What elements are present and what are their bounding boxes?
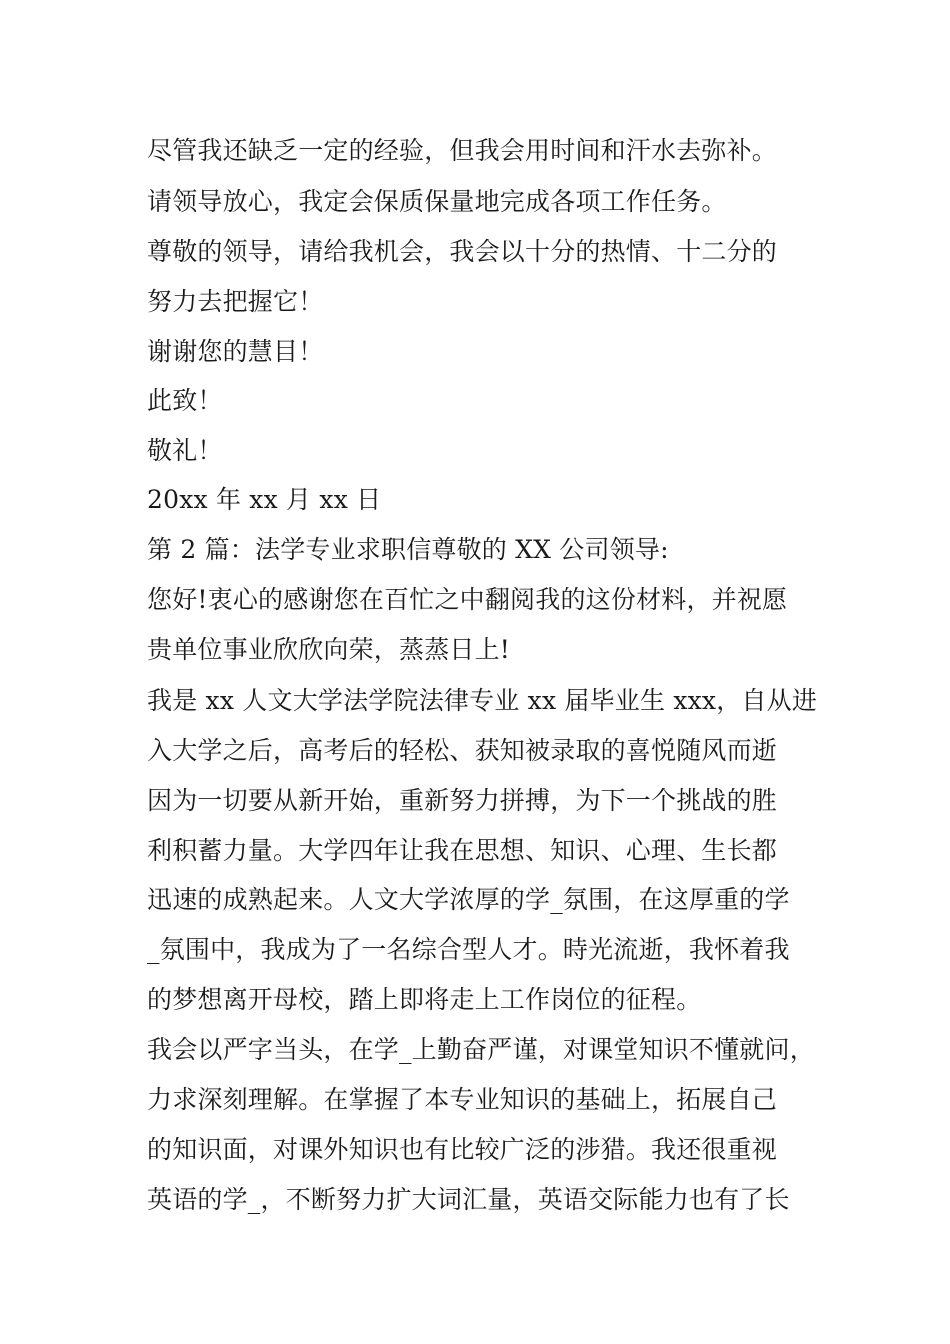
text-line: 请领导放心，我定会保质保量地完成各项工作任务。 — [147, 187, 727, 216]
text-line: 贵单位事业欣欣向荣，蒸蒸日上! — [147, 635, 511, 664]
text-line: 力求深刻理解。在掌握了本专业知识的基础上，拓展自己 — [147, 1085, 778, 1114]
text-line: _氛围中，我成为了一名综合型人才。時光流逝，我怀着我 — [147, 935, 790, 964]
text-line: 利积蓄力量。大学四年让我在思想、知识、心理、生长都 — [147, 836, 778, 865]
text-line: 英语的学_，不断努力扩大词汇量，英语交际能力也有了长 — [147, 1185, 790, 1214]
text-line: 的梦想离开母校，踏上即将走上工作岗位的征程。 — [147, 985, 702, 1014]
text-line: 因为一切要从新开始，重新努力拼搏，为下一个挑战的胜 — [147, 786, 778, 815]
text-line: 尽管我还缺乏一定的经验，但我会用时间和汗水去弥补。 — [147, 136, 778, 165]
text-line: 的知识面，对课外知识也有比较广泛的涉猎。我还很重视 — [147, 1135, 778, 1164]
date-line: 20xx 年 xx 月 xx 日 — [147, 485, 382, 514]
section-heading: 第 2 篇：法学专业求职信尊敬的 XX 公司领导: — [147, 535, 669, 564]
text-line: 此致！ — [147, 386, 223, 415]
text-line: 我会以严字当头，在学_上勤奋严谨，对课堂知识不懂就问， — [147, 1035, 815, 1064]
text-line: 敬礼！ — [147, 436, 223, 465]
text-line: 谢谢您的慧目！ — [147, 337, 324, 366]
text-line: 入大学之后，高考后的轻松、获知被录取的喜悦随风而逝 — [147, 736, 778, 765]
text-line: 尊敬的领导，请给我机会，我会以十分的热情、十二分的 — [147, 237, 778, 266]
text-line: 我是 xx 人文大学法学院法律专业 xx 届毕业生 xxx，自从进 — [147, 686, 818, 715]
text-line: 迅速的成熟起来。人文大学浓厚的学_氛围，在这厚重的学 — [147, 885, 790, 914]
text-line: 努力去把握它！ — [147, 287, 324, 316]
text-line: 您好!衷心的感谢您在百忙之中翻阅我的这份材料，并祝愿 — [147, 585, 788, 614]
